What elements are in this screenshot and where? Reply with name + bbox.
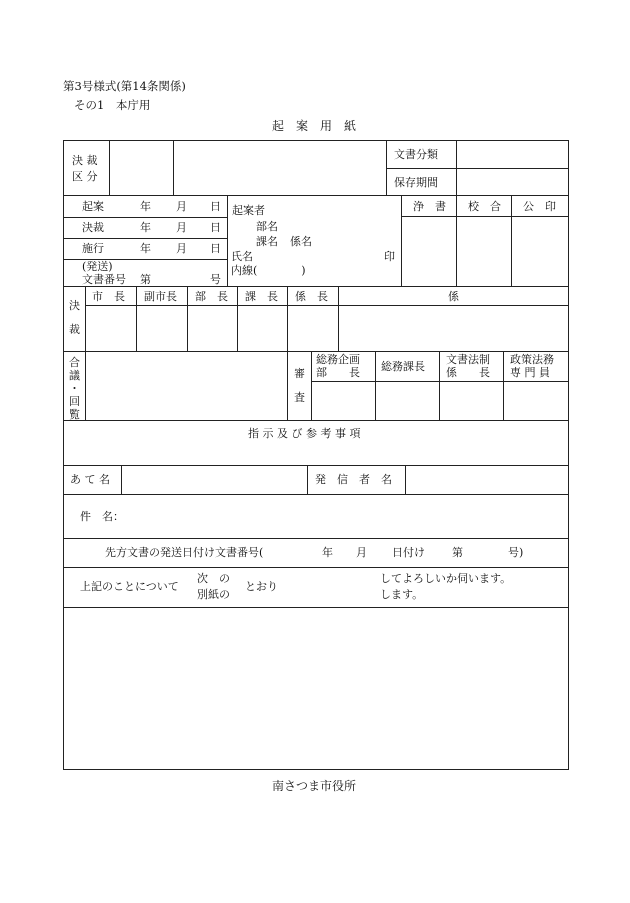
decision-class-label-2: 区 分 <box>72 170 98 183</box>
enforce-day: 日 <box>210 242 221 255</box>
drafter-ext: 内線( ) <box>231 264 306 277</box>
review-label-2: 査 <box>294 391 305 404</box>
enforce-year: 年 <box>140 242 151 255</box>
doc-number-label: 文書番号 <box>82 273 126 286</box>
group-chief-header: 係 長 <box>295 290 328 303</box>
request-option-2: 別紙の <box>197 588 230 601</box>
enforce-date-label: 施行 <box>82 242 104 255</box>
consult-char-5: 覧 <box>69 408 80 421</box>
policy-specialist-2: 専 門 員 <box>510 366 550 379</box>
approve-month: 月 <box>176 221 187 234</box>
form-title: 起 案 用 紙 <box>272 119 357 133</box>
proof-header: 校 合 <box>468 200 501 213</box>
approve-year: 年 <box>140 221 151 234</box>
reference-go: 号) <box>508 546 524 559</box>
review-label-1: 審 <box>294 367 305 380</box>
planning-director-2: 部 長 <box>316 366 360 379</box>
official-seal-header: 公 印 <box>523 200 556 213</box>
drafter-seal: 印 <box>384 250 395 263</box>
footer-office: 南さつま市役所 <box>272 779 357 793</box>
sender-label: 発 信 者 名 <box>315 473 392 486</box>
drafter-label: 起案者 <box>232 204 265 217</box>
doc-class-label: 文書分類 <box>394 148 438 161</box>
mayor-header: 市 長 <box>92 290 125 303</box>
reference-day: 日付け <box>392 546 425 559</box>
planning-director-1: 総務企画 <box>316 353 360 366</box>
staff-header: 係 <box>448 290 459 303</box>
draft-year: 年 <box>140 200 151 213</box>
form-variant: その1 本庁用 <box>74 98 151 112</box>
reference-dai: 第 <box>452 546 463 559</box>
request-option-1: 次 の <box>197 572 230 585</box>
request-end-2: します。 <box>380 588 424 601</box>
request-lead: 上記のことについて <box>80 580 179 593</box>
legal-chief-1: 文書法制 <box>446 353 490 366</box>
reference-year: 年 <box>322 546 333 559</box>
decision-class-label-1: 決 裁 <box>72 154 98 167</box>
clean-copy-header: 浄 書 <box>413 200 446 213</box>
draft-day: 日 <box>210 200 221 213</box>
general-affairs-chief: 総務課長 <box>381 360 425 373</box>
form-number: 第3号様式(第14条関係) <box>63 79 186 93</box>
request-as: とおり <box>245 580 278 593</box>
policy-specialist-1: 政策法務 <box>510 353 554 366</box>
doc-number-dai: 第 <box>140 273 151 286</box>
reference-label: 先方文書の発送日付け文書番号( <box>105 546 264 559</box>
subject-label: 件 名： <box>80 510 124 523</box>
draft-date-label: 起案 <box>82 200 104 213</box>
drafter-dept: 部名 <box>256 220 278 233</box>
draft-month: 月 <box>176 200 187 213</box>
vice-mayor-header: 副市長 <box>144 290 177 303</box>
enforce-month: 月 <box>176 242 187 255</box>
drafter-group: 係名 <box>290 235 312 248</box>
consult-char-2: 議 <box>69 369 80 382</box>
drafter-name: 氏名 <box>231 250 253 263</box>
consult-char-3: ・ <box>69 382 80 395</box>
approval-label-1: 決 <box>69 299 80 312</box>
doc-number-go: 号 <box>210 273 221 286</box>
request-end-1: してよろしいか伺います。 <box>380 572 512 585</box>
issue-paren: (発送) <box>82 260 113 273</box>
approval-label-2: 裁 <box>69 323 80 336</box>
legal-chief-2: 係 長 <box>446 366 490 379</box>
approve-date-label: 決裁 <box>82 221 104 234</box>
drafter-section: 課名 <box>256 235 278 248</box>
consult-char-4: 回 <box>69 395 80 408</box>
director-header: 部 長 <box>195 290 228 303</box>
consult-char-1: 合 <box>69 356 80 369</box>
retention-label: 保存期間 <box>394 176 438 189</box>
approve-day: 日 <box>210 221 221 234</box>
addressee-label: あ て 名 <box>70 473 110 486</box>
reference-month: 月 <box>356 546 367 559</box>
consult-label <box>69 356 80 421</box>
instructions-header: 指 示 及 び 参 考 事 項 <box>248 427 361 440</box>
section-chief-header: 課 長 <box>245 290 278 303</box>
